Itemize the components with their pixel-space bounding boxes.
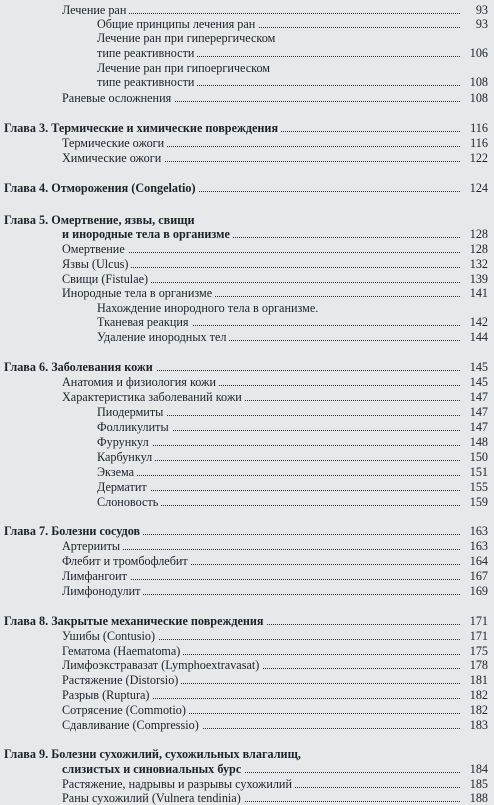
toc-dot-leader	[99, 445, 460, 446]
toc-entry	[0, 330, 494, 344]
toc-entry-title: Глава 6. Заболевания кожи	[4, 360, 156, 374]
toc-entry	[0, 405, 494, 419]
toc-page-number: 93	[475, 17, 488, 31]
toc-entry-title: Глава 7. Болезни сосудов	[4, 524, 143, 538]
toc-entry	[0, 450, 494, 464]
toc-entry	[0, 435, 494, 449]
toc-entry-title: Лимфангоит	[62, 569, 130, 583]
toc-chapter-entry	[0, 747, 494, 761]
toc-entry-title: Инородные тела в организме	[62, 286, 215, 300]
toc-entry	[0, 46, 494, 60]
toc-entry	[0, 91, 494, 105]
toc-chapter-entry	[0, 762, 494, 776]
toc-entry-title: Карбункул	[97, 450, 155, 464]
toc-entry-title: Нахождение инородного тела в организме.	[97, 301, 321, 315]
toc-entry	[0, 301, 494, 315]
toc-entry-title: Сдавливание (Compressio)	[62, 718, 202, 732]
toc-entry-title: Лимфоэкстравазат (Lymphoextravasat)	[62, 658, 262, 672]
toc-entry-title: Артерииты	[62, 539, 123, 553]
toc-page-number: 116	[470, 136, 488, 150]
toc-page-number: 151	[469, 465, 488, 479]
toc-page-number: 142	[469, 315, 488, 329]
toc-page-number: 167	[469, 569, 488, 583]
toc-entry-title: типе реактивности	[97, 75, 197, 89]
toc-page-number: 155	[469, 480, 488, 494]
toc-entry-title: Раны сухожилий (Vulnera tendinia)	[62, 791, 244, 805]
toc-entry-title: Раневые осложнения	[62, 91, 174, 105]
toc-entry-title: Лимфонодулит	[62, 584, 143, 598]
toc-entry-title: Дерматит	[97, 480, 150, 494]
toc-page-number: 169	[469, 584, 488, 598]
toc-entry	[0, 554, 494, 568]
toc-entry-title: Пиодермиты	[97, 405, 166, 419]
toc-entry	[0, 420, 494, 434]
toc-entry-title: слизистых и синовиальных бурс	[62, 762, 244, 776]
toc-entry-title: Растяжение, надрывы и разрывы сухожилий	[62, 777, 295, 791]
toc-entry	[0, 75, 494, 89]
toc-page-number: 116	[470, 121, 488, 135]
toc-entry-title: Ушибы (Contusio)	[62, 629, 158, 643]
toc-page-number: 178	[469, 658, 488, 672]
toc-entry-title: Термические ожоги	[62, 136, 167, 150]
toc-page-number: 183	[469, 718, 488, 732]
toc-page-number: 182	[469, 703, 488, 717]
toc-entry	[0, 242, 494, 256]
toc-page-number: 147	[469, 390, 488, 404]
toc-page-number: 148	[469, 435, 488, 449]
toc-entry-title: Свищи (Fistulae)	[62, 272, 151, 286]
toc-entry-title: Удаление инородных тел	[97, 330, 229, 344]
toc-entry-title: Разрыв (Ruptura)	[62, 688, 152, 702]
toc-entry-title: Тканевая реакция	[97, 315, 192, 329]
toc-entry-title: Глава 8. Закрытые механические повреждения	[4, 614, 267, 628]
toc-chapter-entry	[0, 524, 494, 538]
toc-entry-title: Химические ожоги	[62, 151, 164, 165]
toc-entry	[0, 272, 494, 286]
toc-entry	[0, 658, 494, 672]
toc-page-number: 93	[475, 3, 488, 17]
toc-entry-title: Омертвение	[62, 242, 128, 256]
toc-entry	[0, 17, 494, 31]
toc-entry-title: Лечение ран при гиперергическом	[97, 31, 278, 45]
toc-entry	[0, 569, 494, 583]
toc-entry	[0, 495, 494, 509]
toc-entry	[0, 31, 494, 45]
toc-entry-title: Глава 9. Болезни сухожилий, сухожильных влагалищ,	[4, 747, 304, 761]
toc-entry	[0, 791, 494, 805]
toc-chapter-entry	[0, 360, 494, 374]
toc-page-number: 175	[469, 644, 488, 658]
toc-page-number: 144	[469, 330, 488, 344]
toc-page-number: 171	[469, 629, 488, 643]
toc-page-number: 124	[469, 181, 488, 195]
toc-entry	[0, 375, 494, 389]
toc-entry	[0, 777, 494, 791]
toc-page-number: 163	[469, 539, 488, 553]
toc-entry	[0, 673, 494, 687]
toc-page-number: 147	[469, 420, 488, 434]
toc-entry-title: Глава 3. Термические и химические повреждения	[4, 121, 281, 135]
toc-entry-title: Глава 5. Омертвение, язвы, свищи	[4, 213, 198, 227]
toc-chapter-entry	[0, 181, 494, 195]
toc-chapter-entry	[0, 227, 494, 241]
toc-entry-title: Характеристика заболеваний кожи	[62, 390, 245, 404]
toc-page-number: 163	[469, 524, 488, 538]
toc-chapter-entry	[0, 121, 494, 135]
toc-entry-title: Язвы (Ulcus)	[62, 257, 131, 271]
toc-entry-title: Слоновость	[97, 495, 161, 509]
toc-entry-title: Фурункул	[97, 435, 152, 449]
toc-page-number: 188	[469, 791, 488, 805]
toc-entry	[0, 315, 494, 329]
toc-page-number: 164	[469, 554, 488, 568]
toc-entry	[0, 136, 494, 150]
toc-entry-title: Общие принципы лечения ран	[97, 17, 258, 31]
toc-page-number: 145	[469, 375, 488, 389]
toc-dot-leader	[99, 475, 460, 476]
toc-entry	[0, 390, 494, 404]
toc-dot-leader	[64, 549, 460, 550]
toc-page-number: 184	[469, 762, 488, 776]
toc-page-number: 132	[469, 257, 488, 271]
toc-entry-title: Сотрясение (Commotio)	[62, 703, 189, 717]
toc-entry-title: Лечение ран при гипоергическом	[97, 61, 273, 75]
toc-page-number: 147	[469, 405, 488, 419]
toc-page-number: 106	[469, 46, 488, 60]
toc-page-number: 128	[469, 242, 488, 256]
toc-entry	[0, 151, 494, 165]
toc-entry-title: типе реактивности	[97, 46, 197, 60]
toc-page-number: 159	[469, 495, 488, 509]
toc-entry	[0, 703, 494, 717]
toc-entry	[0, 688, 494, 702]
toc-entry	[0, 539, 494, 553]
toc-chapter-entry	[0, 614, 494, 628]
toc-entry	[0, 257, 494, 271]
toc-entry-title: Экзема	[97, 465, 137, 479]
toc-entry	[0, 480, 494, 494]
toc-entry	[0, 718, 494, 732]
toc-entry-title: Анатомия и физиология кожи	[62, 375, 219, 389]
toc-page-number: 108	[469, 75, 488, 89]
toc-entry-title: Фолликулиты	[97, 420, 172, 434]
toc-page-number: 128	[469, 227, 488, 241]
toc-page-number: 182	[469, 688, 488, 702]
toc-page-number: 181	[469, 673, 488, 687]
toc-page-number: 139	[469, 272, 488, 286]
toc-entry	[0, 3, 494, 17]
toc-dot-leader	[99, 490, 460, 491]
toc-page-number: 108	[469, 91, 488, 105]
toc-entry-title: Лечение ран	[62, 3, 129, 17]
toc-page-number: 150	[469, 450, 488, 464]
toc-page-number: 145	[469, 360, 488, 374]
toc-entry-title: Растяжение (Distorsio)	[62, 673, 181, 687]
toc-entry	[0, 61, 494, 75]
toc-entry	[0, 584, 494, 598]
toc-page-number: 185	[469, 777, 488, 791]
toc-entry	[0, 629, 494, 643]
toc-page-number: 171	[469, 614, 488, 628]
toc-page-number: 141	[469, 286, 488, 300]
toc-entry-title: Глава 4. Отморожения (Congelatio)	[4, 181, 199, 195]
toc-entry	[0, 286, 494, 300]
toc-entry-title: и инородные тела в организме	[62, 227, 233, 241]
toc-entry	[0, 465, 494, 479]
toc-entry-title: Флебит и тромбофлебит	[62, 554, 191, 568]
toc-page-number: 122	[469, 151, 488, 165]
toc-entry	[0, 644, 494, 658]
toc-chapter-entry	[0, 213, 494, 227]
toc-entry-title: Гематома (Haematoma)	[62, 644, 183, 658]
